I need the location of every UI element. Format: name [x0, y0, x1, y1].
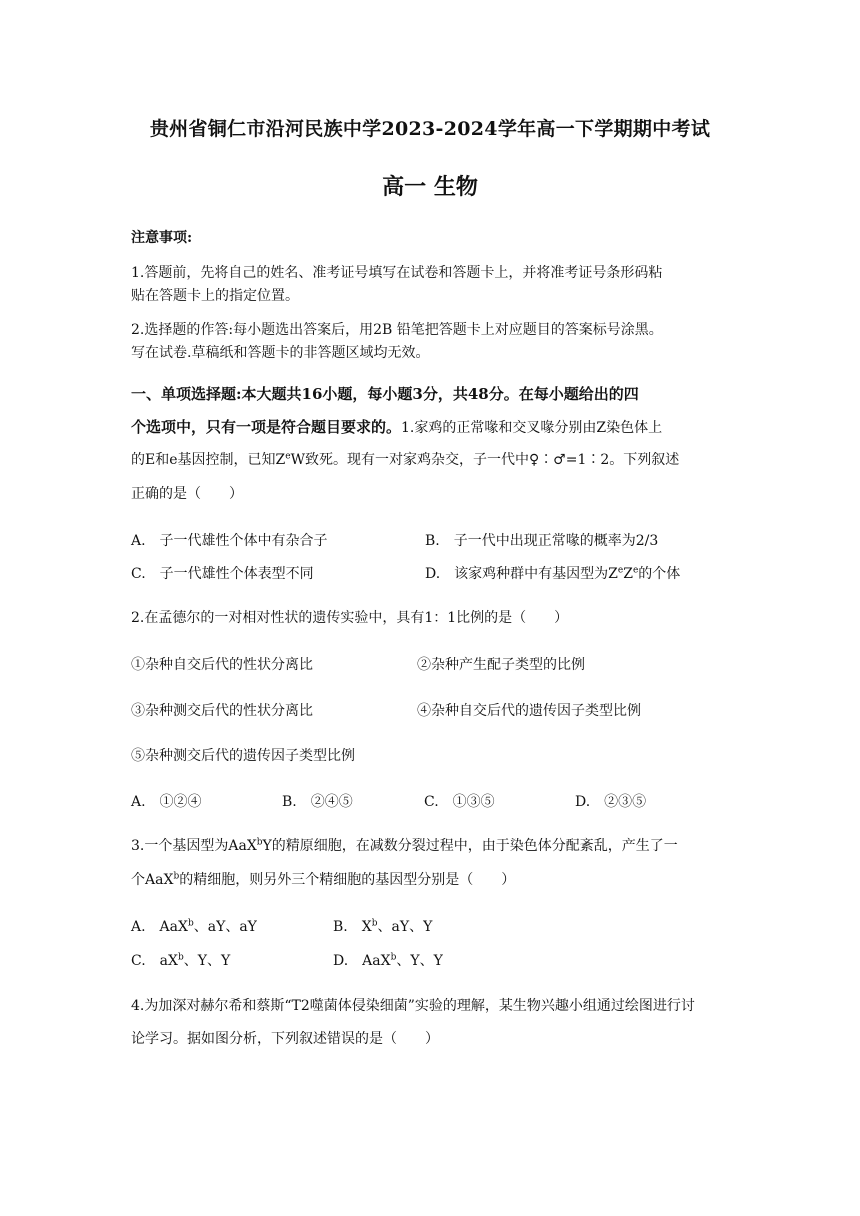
- q3-stem-line1: 3.一个基因型为AaX$^b$Y的精原细胞，在减数分裂过程中，由于染色体分配紊乱，产生了一: [131, 837, 678, 854]
- exam-subtitle: 高一 生物: [382, 174, 478, 200]
- notice-item2-line1: 2.选择题的作答:每小题选出答案后，用2B 铅笔把答题卡上对应题目的答案标号涂黑。: [131, 322, 663, 338]
- q3-option-d: D. AaX$^b$、Y、Y: [333, 952, 443, 969]
- q2-option-a: A. ①②④: [131, 794, 202, 810]
- section1-heading-line2-row: [131, 416, 733, 437]
- section1-heading-line2: 个选项中，只有一项是符合题目要求的。: [131, 418, 402, 436]
- notice-item1-line1: 1.答题前，先将自己的姓名、准考证号填写在试卷和答题卡上，并将准考证号条形码粘: [131, 265, 663, 281]
- q1-option-d: D. 该家鸡种群中有基因型为$Z^eZ^e$的个体: [425, 565, 681, 582]
- q4-stem-line1: 4.为加深对赫尔希和蔡斯“T2噬菌体侵染细菌”实验的理解，某生物兴趣小组通过绘图进行讨: [131, 998, 695, 1014]
- notice-heading: 注意事项:: [131, 230, 193, 246]
- q3-option-b: B. $X^b$、aY、Y: [333, 918, 433, 935]
- q1-stem-start: 1.家鸡的正常喙和交叉喙分别由Z染色体上: [401, 420, 663, 436]
- q2-item-5: ⑤杂种测交后代的遗传因子类型比例: [131, 748, 355, 764]
- q1-stem-line3: 正确的是（ ）: [131, 486, 243, 502]
- q1-option-a: A. 子一代雄性个体中有杂合子: [131, 533, 328, 549]
- notice-item1-line2: 贴在答题卡上的指定位置。: [131, 288, 299, 304]
- q2-option-b: B. ②④⑤: [282, 794, 353, 810]
- q2-item-4: ④杂种自交后代的遗传因子类型比例: [417, 703, 641, 719]
- q1-option-b: B. 子一代中出现正常喙的概率为2/3: [425, 533, 659, 549]
- q2-stem: 2.在孟德尔的一对相对性状的遗传实验中，具有1：1比例的是（ ）: [131, 610, 569, 626]
- q4-stem-line2: 论学习。据如图分析，下列叙述错误的是（ ）: [131, 1031, 439, 1047]
- exam-title: 贵州省铜仁市沿河民族中学2023-2024学年高一下学期期中考试: [149, 118, 711, 140]
- q1-option-c: C. 子一代雄性个体表型不同: [131, 566, 314, 582]
- q2-item-2: ②杂种产生配子类型的比例: [417, 657, 585, 673]
- q2-option-d: D. ②③⑤: [575, 794, 647, 810]
- q3-option-c: C. $aX^b$、Y、Y: [131, 952, 231, 969]
- q3-option-a: A. AaX$^b$、aY、aY: [131, 918, 257, 935]
- notice-item2-line2: 写在试卷.草稿纸和答题卡的非答题区域均无效。: [131, 345, 430, 361]
- q3-stem-line2: 个AaX$^b$的精细胞，则另外三个精细胞的基因型分别是（ ）: [131, 871, 516, 888]
- q2-item-3: ③杂种测交后代的性状分离比: [131, 703, 313, 719]
- q2-option-c: C. ①③⑤: [424, 794, 495, 810]
- section1-heading-line1: 一、单项选择题:本大题共16小题，每小题3分，共48分。在每小题给出的四: [131, 385, 639, 403]
- q1-stem-line2: 的E和e基因控制，已知$Z^eW$致死。现有一对家鸡杂交，子一代中♀∶♂=1∶2。下列叙述: [131, 451, 680, 468]
- q2-item-1: ①杂种自交后代的性状分离比: [131, 657, 313, 673]
